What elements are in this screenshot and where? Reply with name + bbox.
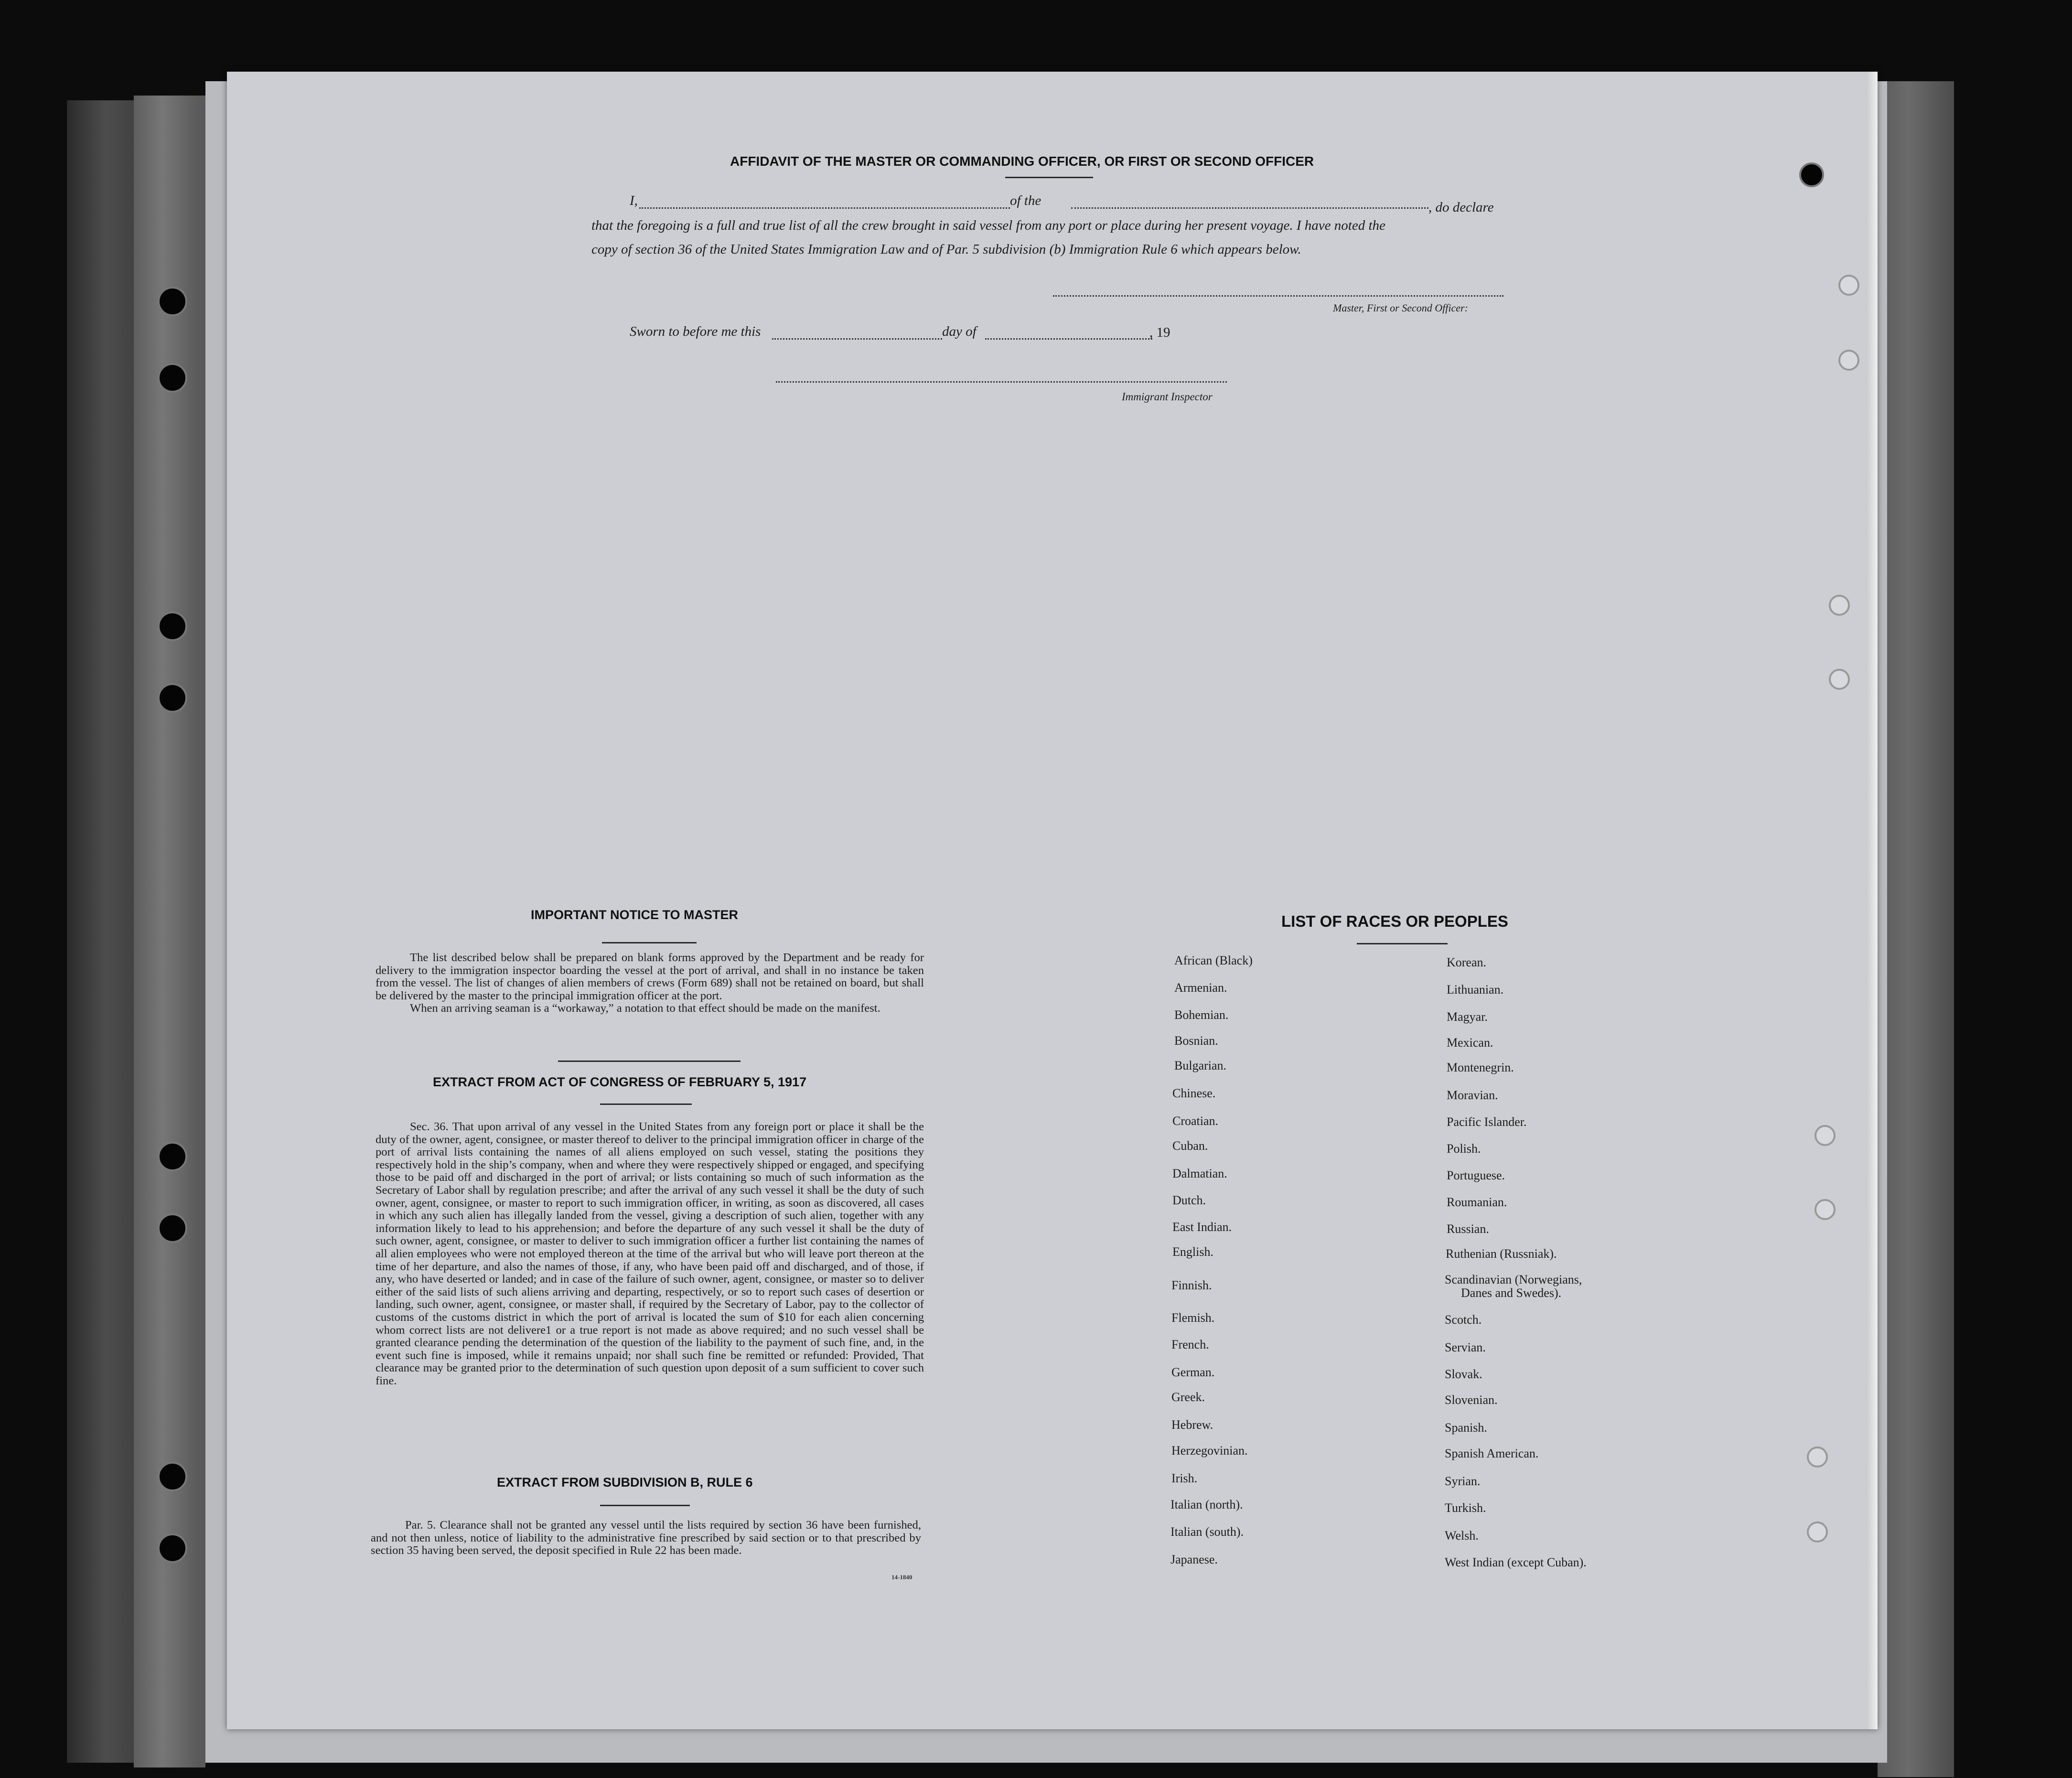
punch-hole — [1838, 350, 1859, 371]
document-sheet — [227, 72, 1878, 1729]
affidavit-of-the: of the — [1010, 193, 1041, 208]
race-item: Dutch. — [1172, 1193, 1206, 1207]
punch-hole — [1807, 1446, 1828, 1467]
affidavit-title: AFFIDAVIT OF THE MASTER OR COMMANDING OFFICER, OR FIRST OR SECOND OFFICER — [730, 154, 1314, 169]
rule-text: Par. 5. Clearance shall not be granted any vessel until the lists required by section 36 have been furnished, and not then unless, notice of liability to the administrative fine prescribed by said section or to that prescribed by section 35 having been served, the deposit specified in Rule 22 has been made. — [371, 1519, 921, 1557]
race-item: Dalmatian. — [1172, 1167, 1227, 1180]
form-number: 14-1840 — [891, 1574, 913, 1581]
race-item: Roumanian. — [1447, 1195, 1507, 1209]
punch-hole — [1838, 275, 1859, 296]
binder-hole — [158, 287, 187, 316]
affidavit-line2: that the foregoing is a full and true list of all the crew brought in said vessel from any port or place during her present voyage. I have noted the — [591, 218, 1385, 233]
race-item: Bosnian. — [1174, 1034, 1218, 1048]
race-item: Moravian. — [1447, 1088, 1498, 1102]
binder-hole — [158, 1142, 187, 1171]
race-item: Mexican. — [1447, 1036, 1493, 1050]
race-item: Spanish. — [1445, 1421, 1487, 1435]
race-item: Herzegovinian. — [1171, 1444, 1248, 1457]
rule-title: EXTRACT FROM SUBDIVISION B, RULE 6 — [497, 1475, 753, 1489]
punch-hole — [1807, 1521, 1828, 1542]
race-item: Armenian. — [1174, 981, 1227, 995]
race-item: Italian (south). — [1170, 1525, 1244, 1539]
race-item: Slovenian. — [1445, 1393, 1498, 1407]
notice-rule — [602, 942, 697, 943]
punch-hole — [1799, 162, 1824, 187]
punch-hole — [1814, 1125, 1836, 1146]
race-item: Scotch. — [1445, 1313, 1482, 1327]
binder-right — [1878, 81, 1954, 1777]
race-item: Japanese. — [1170, 1553, 1218, 1566]
race-item: East Indian. — [1172, 1220, 1232, 1234]
binder-hole — [158, 611, 187, 641]
race-item: Croatian. — [1172, 1114, 1219, 1128]
race-item: Servian. — [1445, 1340, 1486, 1354]
binder-hole — [158, 683, 187, 713]
race-item: Magyar. — [1447, 1010, 1488, 1024]
inspector-label: Immigrant Inspector — [1122, 391, 1213, 403]
notice-body — [376, 952, 924, 1015]
day-of-label: day of — [942, 324, 977, 339]
affidavit-i: I, — [630, 193, 638, 208]
notice-paragraph: When an arriving seaman is a “workaway,” a notation to that effect should be made on the manifest. — [410, 1002, 880, 1015]
affidavit-declare: , do declare — [1428, 200, 1494, 215]
race-item: Flemish. — [1171, 1311, 1215, 1325]
race-item: Scandinavian (Norwegians, — [1445, 1273, 1582, 1286]
race-item: Chinese. — [1172, 1086, 1216, 1100]
race-item: Bohemian. — [1174, 1008, 1229, 1022]
race-item: English. — [1172, 1245, 1213, 1259]
master-signature-blank — [1053, 295, 1503, 297]
race-item: Lithuanian. — [1447, 983, 1504, 996]
rule-rule — [600, 1505, 690, 1506]
affidavit-line3: copy of section 36 of the United States Immigration Law and of Par. 5 subdivision (b) Immigration Rule 6 which appears below. — [591, 242, 1301, 257]
punch-hole — [1829, 669, 1850, 690]
name-blank — [639, 207, 1010, 209]
race-item: Slovak. — [1445, 1367, 1482, 1381]
race-item: Danes and Swedes). — [1461, 1286, 1562, 1300]
race-item: Italian (north). — [1170, 1498, 1243, 1511]
punch-hole — [1829, 595, 1850, 616]
race-item: Polish. — [1447, 1142, 1481, 1156]
act-title: EXTRACT FROM ACT OF CONGRESS OF FEBRUARY 5, 1917 — [433, 1075, 807, 1089]
act-body — [376, 1121, 924, 1387]
binder-hole — [158, 1213, 187, 1243]
race-item: Montenegrin. — [1447, 1060, 1514, 1074]
race-item: Irish. — [1171, 1471, 1198, 1485]
races-rule — [1357, 943, 1448, 944]
race-item: Pacific Islander. — [1447, 1115, 1527, 1129]
race-item: Greek. — [1171, 1390, 1205, 1404]
race-item: Syrian. — [1445, 1474, 1481, 1488]
race-item: Ruthenian (Russniak). — [1446, 1247, 1557, 1261]
vessel-blank — [1071, 207, 1428, 209]
inspector-signature-blank — [776, 381, 1227, 383]
rule-body — [371, 1519, 921, 1557]
act-rule — [600, 1103, 692, 1105]
section-divider — [558, 1060, 741, 1062]
notice-title: IMPORTANT NOTICE TO MASTER — [531, 908, 738, 922]
punch-hole — [1814, 1199, 1836, 1220]
race-item: French. — [1171, 1338, 1209, 1351]
race-item: Cuban. — [1172, 1139, 1208, 1153]
race-item: Finnish. — [1171, 1278, 1212, 1292]
race-item: Portuguese. — [1447, 1168, 1505, 1182]
binder-hole — [158, 1462, 187, 1491]
notice-paragraph: The list described below shall be prepared on blank forms approved by the Department and be ready for delivery to the immigration inspector boarding the vessel at the port of arrival, and shall in no instance be taken from the vessel. The list of changes of alien members of crews (Form 689) shall not be retained on board, but shall be delivered by the master to the principal immigration officer at the port. — [376, 951, 924, 1002]
race-item: African (Black) — [1174, 953, 1253, 967]
sworn-month-blank — [985, 338, 1152, 340]
master-signature-label: Master, First or Second Officer: — [1333, 302, 1468, 314]
race-item: Russian. — [1447, 1222, 1489, 1236]
race-item: German. — [1171, 1365, 1215, 1379]
race-item: Turkish. — [1445, 1501, 1486, 1515]
sworn-label: Sworn to before me this — [630, 324, 761, 339]
year-prefix: , 19 — [1149, 325, 1170, 340]
race-item: Welsh. — [1445, 1529, 1479, 1542]
race-item: Bulgarian. — [1174, 1059, 1227, 1072]
act-text: Sec. 36. That upon arrival of any vessel in the United States from any foreign port or place it shall be the duty of the owner, agent, consignee, or master thereof to deliver to the principal immigration officer in charge of the port of arrival lists containing the names of all aliens employed on such vessel, stating the positions they respectively hold in the ship’s company, when and where they were respectively shipped or engaged, and specifying those to be paid off and discharged in the port of arrival; or lists containing so much of such information as the Secretary of Labor shall by regulation prescribe; and after the arrival of any such vessel it shall be the duty of such owner, agent, consignee, or master to report to such immigration officer, in writing, as soon as discovered, all cases in which any such alien has illegally landed from the vessel, giving a description of such alien, together with any information likely to lead to his apprehension; and before the departure of any such vessel it shall be the duty of such owner, agent, consignee, or master to deliver to such immigration officer a further list containing the names of all alien employees who were not employed thereon at the time of the arrival but who will leave port thereon at the time of her departure, and also the names of those, if any, who have been paid off and discharged, and of those, if any, who have deserted or landed; and in case of the failure of such owner, agent, consignee, or master so to deliver either of the said lists of such aliens arriving and departing, respectively, or so to report such cases of desertion or landing, such owner, agent, consignee, or master shall, if required by the Secretary of Labor, pay to the collector of customs of the customs district in which the port of arrival is located the sum of $10 for each alien concerning whom correct lists are not delivere1 or a true report is not made as above required; and no such vessel shall be granted clearance pending the determination of the question of the liability to the payment of such fine, and, in the event such fine is imposed, while it remains unpaid; nor shall such fine be remitted or refunded: Provided, That clearance may be granted prior to the determination of such question upon deposit of a sum sufficient to cover such fine. — [376, 1120, 924, 1387]
title-rule — [1005, 177, 1093, 178]
sheet-edge — [1866, 72, 1878, 1729]
sworn-day-blank — [772, 338, 942, 340]
race-item: West Indian (except Cuban). — [1445, 1555, 1587, 1569]
binder-hole — [158, 1533, 187, 1563]
races-title: LIST OF RACES OR PEOPLES — [1281, 912, 1508, 930]
race-item: Hebrew. — [1171, 1418, 1213, 1432]
binder-hole — [158, 363, 187, 393]
race-item: Spanish American. — [1445, 1446, 1539, 1460]
race-item: Korean. — [1447, 955, 1487, 969]
binder-strip — [134, 96, 205, 1767]
